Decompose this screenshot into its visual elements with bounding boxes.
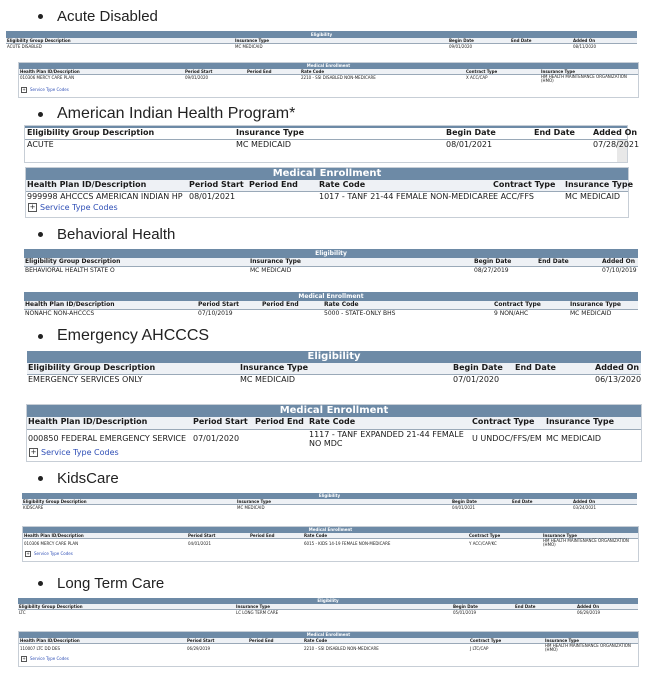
section-heading-emergency-ahcccs <box>38 325 209 347</box>
enrollment-table <box>22 526 639 562</box>
service-type-codes-link[interactable]: + Service Type Codes <box>30 448 119 457</box>
section-title: American Indian Health Program* <box>57 105 296 122</box>
section-title: Acute Disabled <box>57 7 158 25</box>
bullet-icon <box>38 581 43 586</box>
expand-plus-icon[interactable]: + <box>30 448 37 456</box>
enrollment-table <box>18 631 639 667</box>
enrollment-row: 010306 MERCY CARE PLAN 04/01/2021 6015 - KIDS 14-19 FEMALE NON-MEDICARE Y ACC/CAP/KC HM HEALTH MAINTENANCE ORGANIZATION (HMO) <box>24 538 629 547</box>
enrollment-row: 010306 MERCY CARE PLAN 09/01/2020 2210 - SSI DISABLED NON-MEDICARE X ACC/CAP HM HEALTH MAINTENANCE ORGANIZATION (HMO) <box>20 74 627 83</box>
service-type-codes-link[interactable]: + Service Type Codes <box>29 203 118 212</box>
enrollment-title: Medical Enrollment <box>19 632 638 638</box>
enrollment-header-row: Health Plan ID/Description Period Start Period End Rate Code Contract Type Insurance Type <box>24 301 638 310</box>
section-heading-long-term-care <box>38 573 164 593</box>
bullet-icon <box>38 232 43 237</box>
enrollment-header-row: Health Plan ID/Description Period Start Period End Rate Code Contract Type Insurance Type <box>27 417 641 430</box>
eligibility-table <box>6 31 637 50</box>
enrollment-title: Medical Enrollment <box>19 63 638 69</box>
eligibility-row: LTC LC LONG TERM CARE 05/01/2019 06/29/2019 <box>19 610 601 615</box>
enrollment-title: Medical Enrollment <box>27 405 641 417</box>
service-type-codes-link[interactable]: + Service Type Codes <box>22 656 69 661</box>
section-heading-kidscare <box>38 468 119 488</box>
eligibility-row: EMERGENCY SERVICES ONLY MC MEDICAID 07/01/2020 06/13/2020 <box>28 375 642 384</box>
enrollment-table <box>26 404 642 462</box>
service-type-codes-link[interactable]: + Service Type Codes <box>26 551 73 556</box>
enrollment-row: NONAHC NON-AHCCCS 07/10/2019 5000 - STATE-ONLY BHS 9 NON/AHC MC MEDICAID <box>25 310 612 317</box>
eligibility-table <box>24 249 638 275</box>
enrollment-table <box>25 167 633 218</box>
eligibility-header-row: Eligibility Group Description Insurance Type Begin Date End Date Added On <box>18 604 638 610</box>
eligibility-header-row: Eligibility Group Description Insurance Type Begin Date End Date Added On <box>22 499 637 505</box>
section-title: Emergency AHCCCS <box>57 327 210 344</box>
enrollment-header-row: Health Plan ID/Description Period Start Period End Rate Code Contract Type Insurance Type <box>19 69 638 75</box>
enrollment-header-row: Health Plan ID/Description Period Start Period End Rate Code Contract Type Insurance Type <box>23 533 638 539</box>
bullet-icon <box>38 14 43 19</box>
enrollment-row: 110007 LTC DD DES 06/29/2019 2210 - SSI DISABLED NON-MEDICARE J LTC/CAP HM HEALTH MAINTENANCE ORGANIZATION (HMO) <box>20 643 631 652</box>
expand-plus-icon[interactable]: + <box>29 203 36 211</box>
section-title: KidsCare <box>57 469 119 487</box>
enrollment-title: Medical Enrollment <box>26 168 628 180</box>
expand-plus-icon[interactable]: + <box>22 656 26 661</box>
enrollment-table <box>24 292 638 318</box>
eligibility-header-row: Eligibility Group Description Insurance Type Begin Date End Date Added On <box>24 258 638 267</box>
eligibility-row: BEHAVIORAL HEALTH STATE O MC MEDICAID 08/27/2019 07/10/2019 <box>25 267 637 274</box>
eligibility-title: Eligibility <box>6 31 637 38</box>
expand-plus-icon[interactable]: + <box>22 87 26 92</box>
eligibility-table <box>22 493 637 511</box>
enrollment-header-row: Health Plan ID/Description Period Start Period End Rate Code Contract Type Insurance Type <box>26 180 628 192</box>
enrollment-title: Medical Enrollment <box>23 527 638 533</box>
eligibility-title: Eligibility <box>27 351 641 363</box>
bullet-icon <box>38 112 43 117</box>
enrollment-header-row: Health Plan ID/Description Period Start Period End Rate Code Contract Type Insurance Type <box>19 638 638 644</box>
enrollment-row: 999998 AHCCCS AMERICAN INDIAN HP 08/01/2021 1017 - TANF 21-44 FEMALE NON-MEDICARE E ACC/FFS MC MEDICAID <box>27 192 621 201</box>
enrollment-row: 000850 FEDERAL EMERGENCY SERVICE 07/01/2020 1117 - TANF EXPANDED 21-44 FEMALE NO MDC U UNDOC/FFS/EM MC MEDICAID <box>28 430 602 448</box>
bullet-icon <box>38 334 43 339</box>
bullet-icon <box>38 476 43 481</box>
eligibility-table <box>27 351 641 386</box>
section-title: Behavioral Health <box>57 225 176 243</box>
eligibility-row: KIDSCARE MC MEDICAID 04/01/2021 03/24/2021 <box>23 505 597 510</box>
service-type-codes-link[interactable]: + Service Type Codes <box>22 87 69 92</box>
expand-plus-icon[interactable]: + <box>26 551 30 556</box>
eligibility-title: Eligibility <box>24 249 638 258</box>
eligibility-title: Eligibility <box>18 598 638 604</box>
eligibility-header-row: Eligibility Group Description Insurance Type Begin Date End Date Added On <box>25 126 627 140</box>
eligibility-table <box>18 598 638 616</box>
section-title: Long Term Care <box>57 574 165 592</box>
eligibility-title: Eligibility <box>22 493 637 499</box>
eligibility-table <box>24 125 640 163</box>
enrollment-title: Medical Enrollment <box>24 292 638 301</box>
enrollment-table <box>18 62 639 98</box>
section-heading-american-indian <box>38 103 295 125</box>
section-heading-acute-disabled <box>38 6 158 26</box>
section-heading-behavioral-health <box>38 224 175 244</box>
eligibility-header-row: Eligibility Group Description Insurance Type Begin Date End Date Added On <box>6 38 637 44</box>
eligibility-row: ACUTE DISABLED MC MEDICAID 09/01/2020 08/11/2020 <box>7 44 597 49</box>
eligibility-header-row: Eligibility Group Description Insurance Type Begin Date End Date Added On <box>27 363 641 375</box>
eligibility-row: ACUTE MC MEDICAID 08/01/2021 07/28/2021 <box>27 140 640 149</box>
